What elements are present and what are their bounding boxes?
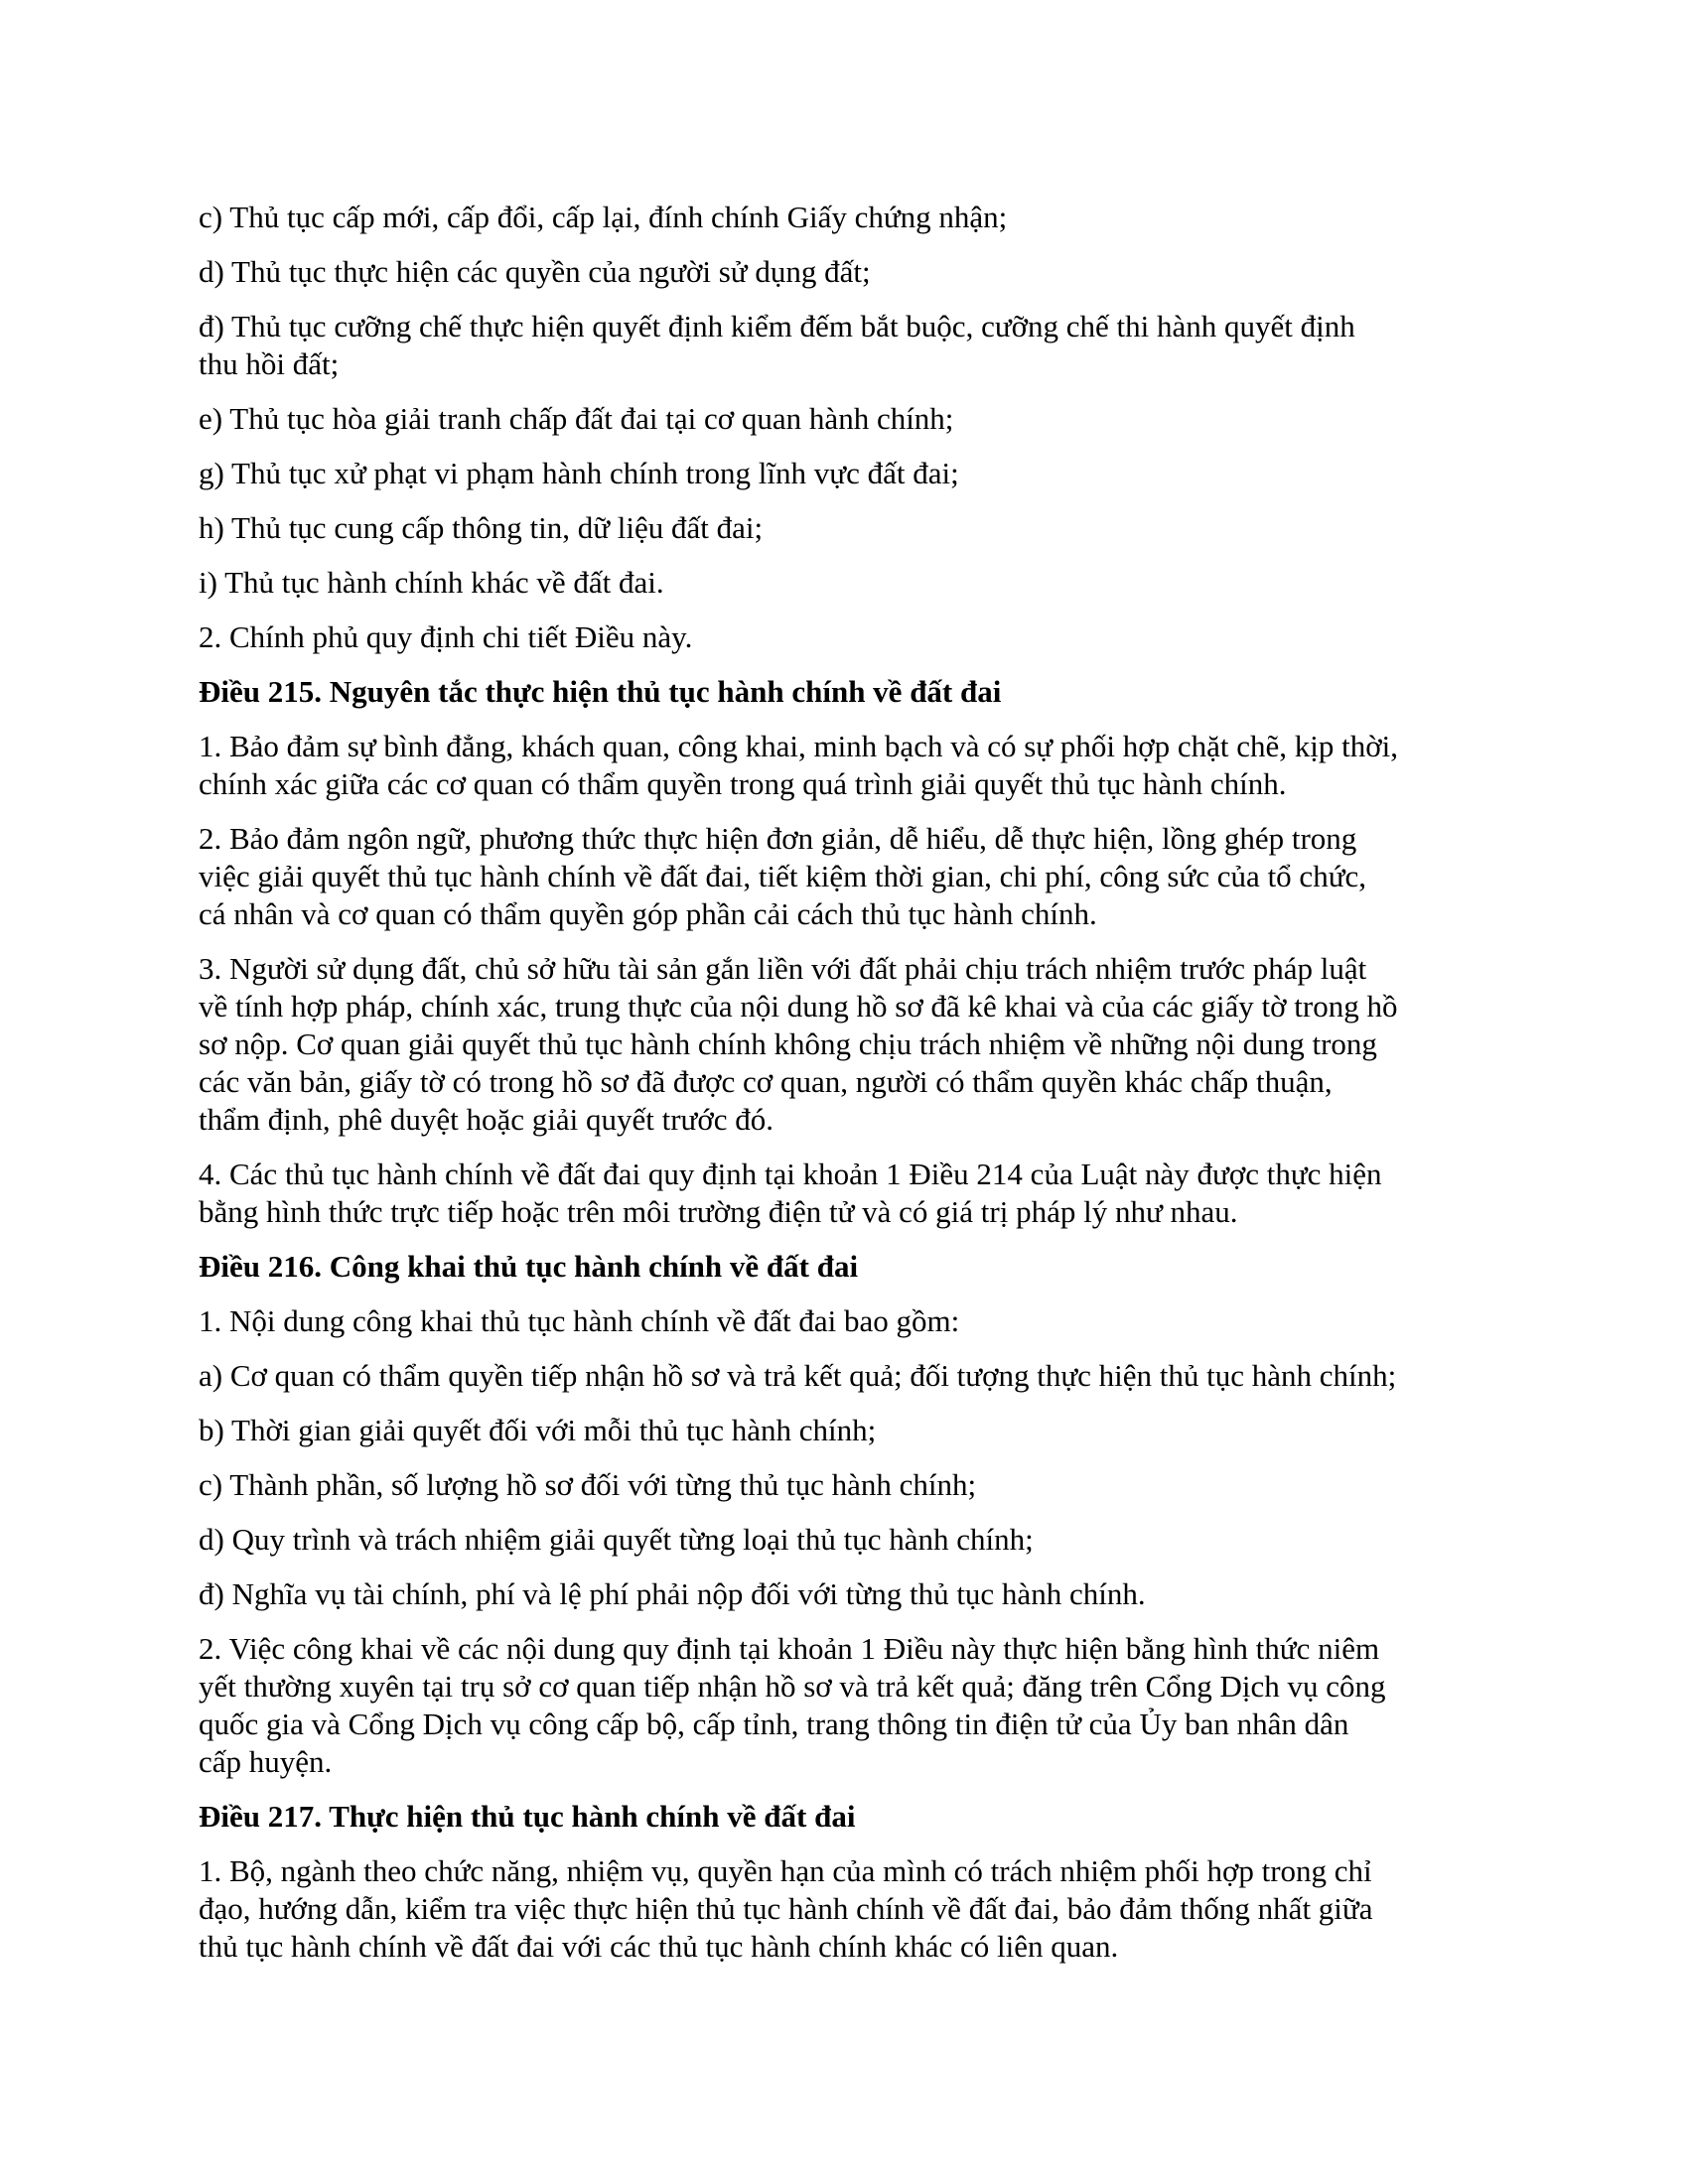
paragraph — [199, 253, 1489, 291]
article-heading — [199, 1248, 1489, 1286]
article-heading — [199, 1798, 1489, 1836]
paragraph — [199, 308, 1489, 383]
text-line: 2. Việc công khai về các nội dung quy định tại khoản 1 Điều này thực hiện bằng hình thức niêm — [199, 1631, 1380, 1666]
text-line: đạo, hướng dẫn, kiểm tra việc thực hiện thủ tục hành chính về đất đai, bảo đảm thống nhất giữa — [199, 1891, 1373, 1926]
paragraph — [199, 728, 1489, 803]
paragraph — [199, 455, 1489, 492]
text-line: đ) Thủ tục cưỡng chế thực hiện quyết định kiểm đếm bắt buộc, cưỡng chế thi hành quyết định — [199, 309, 1355, 343]
paragraph — [199, 950, 1489, 1139]
text-line: b) Thời gian giải quyết đối với mỗi thủ tục hành chính; — [199, 1413, 877, 1447]
text-line: 1. Bộ, ngành theo chức năng, nhiệm vụ, quyền hạn của mình có trách nhiệm phối hợp trong chỉ — [199, 1853, 1372, 1888]
text-line: việc giải quyết thủ tục hành chính về đất đai, tiết kiệm thời gian, chi phí, công sức của tổ chức, — [199, 859, 1367, 893]
text-line: các văn bản, giấy tờ có trong hồ sơ đã được cơ quan, người có thẩm quyền khác chấp thuận, — [199, 1064, 1333, 1099]
text-line: 1. Nội dung công khai thủ tục hành chính về đất đai bao gồm: — [199, 1303, 960, 1338]
text-line: sơ nộp. Cơ quan giải quyết thủ tục hành chính không chịu trách nhiệm về những nội dung trong — [199, 1026, 1377, 1061]
paragraph — [199, 618, 1489, 656]
text-line: 4. Các thủ tục hành chính về đất đai quy định tại khoản 1 Điều 214 của Luật này được thực hiện — [199, 1157, 1382, 1191]
article-heading — [199, 673, 1489, 711]
text-line: Điều 216. Công khai thủ tục hành chính về đất đai — [199, 1249, 859, 1284]
paragraph — [199, 1156, 1489, 1231]
paragraph — [199, 564, 1489, 602]
text-line: cá nhân và cơ quan có thẩm quyền góp phần cải cách thủ tục hành chính. — [199, 896, 1097, 931]
paragraph — [199, 1466, 1489, 1504]
paragraph — [199, 1630, 1489, 1781]
text-line: bằng hình thức trực tiếp hoặc trên môi trường điện tử và có giá trị pháp lý như nhau. — [199, 1194, 1238, 1229]
text-line: đ) Nghĩa vụ tài chính, phí và lệ phí phải nộp đối với từng thủ tục hành chính. — [199, 1576, 1146, 1611]
text-line: d) Thủ tục thực hiện các quyền của người sử dụng đất; — [199, 254, 871, 289]
text-line: d) Quy trình và trách nhiệm giải quyết từng loại thủ tục hành chính; — [199, 1522, 1034, 1557]
text-line: quốc gia và Cổng Dịch vụ công cấp bộ, cấp tỉnh, trang thông tin điện tử của Ủy ban nhân dân — [199, 1706, 1349, 1741]
paragraph — [199, 1521, 1489, 1559]
text-line: thu hồi đất; — [199, 346, 340, 381]
text-line: chính xác giữa các cơ quan có thẩm quyền trong quá trình giải quyết thủ tục hành chính. — [199, 766, 1287, 801]
text-line: thủ tục hành chính về đất đai với các thủ tục hành chính khác có liên quan. — [199, 1929, 1119, 1964]
paragraph — [199, 1357, 1489, 1395]
text-line: 3. Người sử dụng đất, chủ sở hữu tài sản gắn liền với đất phải chịu trách nhiệm trước pháp luật — [199, 951, 1367, 986]
paragraph — [199, 1412, 1489, 1449]
paragraph — [199, 1575, 1489, 1613]
text-line: c) Thủ tục cấp mới, cấp đổi, cấp lại, đính chính Giấy chứng nhận; — [199, 200, 1008, 234]
text-line: Điều 215. Nguyên tắc thực hiện thủ tục hành chính về đất đai — [199, 674, 1002, 709]
text-line: a) Cơ quan có thẩm quyền tiếp nhận hồ sơ và trả kết quả; đối tượng thực hiện thủ tục hành chính; — [199, 1358, 1397, 1393]
text-line: 1. Bảo đảm sự bình đẳng, khách quan, công khai, minh bạch và có sự phối hợp chặt chẽ, kịp thời, — [199, 729, 1398, 763]
paragraph — [199, 509, 1489, 547]
paragraph — [199, 1852, 1489, 1966]
text-line: c) Thành phần, số lượng hồ sơ đối với từng thủ tục hành chính; — [199, 1467, 977, 1502]
text-line: Điều 217. Thực hiện thủ tục hành chính về đất đai — [199, 1799, 856, 1834]
text-line: h) Thủ tục cung cấp thông tin, dữ liệu đất đai; — [199, 510, 764, 545]
text-line: về tính hợp pháp, chính xác, trung thực của nội dung hồ sơ đã kê khai và của các giấy tờ trong hồ — [199, 989, 1398, 1024]
text-line: i) Thủ tục hành chính khác về đất đai. — [199, 565, 664, 600]
text-line: thẩm định, phê duyệt hoặc giải quyết trước đó. — [199, 1102, 774, 1137]
paragraph — [199, 820, 1489, 933]
text-line: 2. Chính phủ quy định chi tiết Điều này. — [199, 619, 693, 654]
document-body — [199, 199, 1489, 1982]
text-line: 2. Bảo đảm ngôn ngữ, phương thức thực hiện đơn giản, dễ hiểu, dễ thực hiện, lồng ghép trong — [199, 821, 1357, 856]
text-line: cấp huyện. — [199, 1744, 333, 1779]
text-line: g) Thủ tục xử phạt vi phạm hành chính trong lĩnh vực đất đai; — [199, 456, 959, 490]
paragraph — [199, 199, 1489, 236]
paragraph — [199, 1302, 1489, 1340]
paragraph — [199, 400, 1489, 438]
text-line: e) Thủ tục hòa giải tranh chấp đất đai tại cơ quan hành chính; — [199, 401, 954, 436]
text-line: yết thường xuyên tại trụ sở cơ quan tiếp nhận hồ sơ và trả kết quả; đăng trên Cổng Dịch vụ công — [199, 1669, 1386, 1704]
